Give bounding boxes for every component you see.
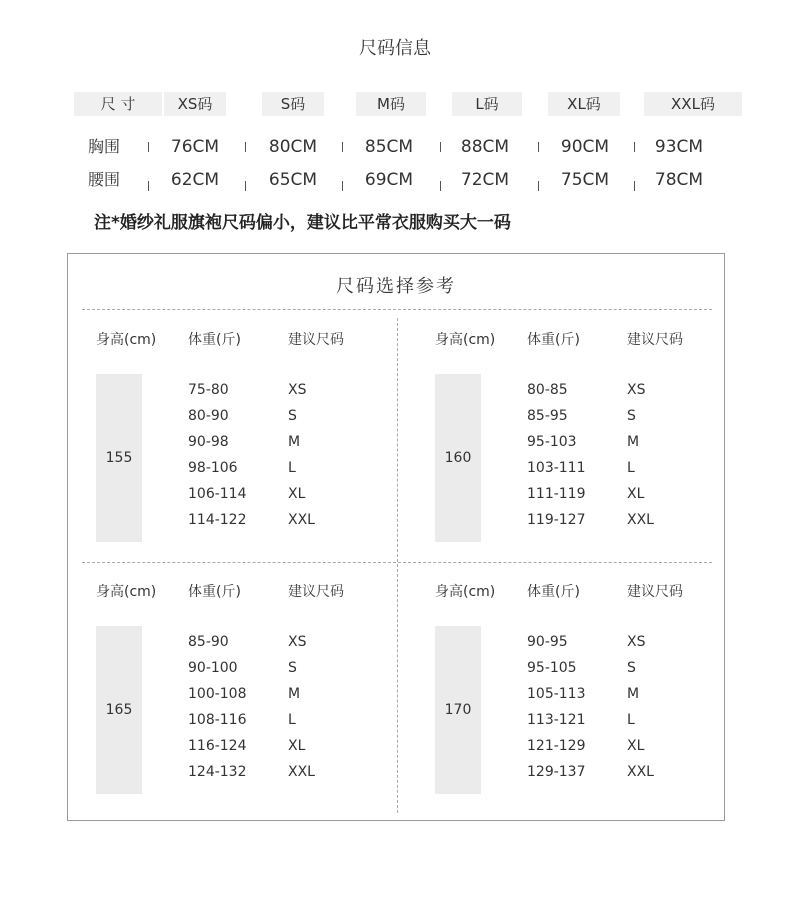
size-column-header: 建议尺码 bbox=[288, 584, 344, 600]
weight-range: 124-132 bbox=[188, 764, 247, 780]
recommended-size: M bbox=[627, 686, 640, 702]
size-column-header: 建议尺码 bbox=[627, 584, 683, 600]
weight-column-header: 体重(斤) bbox=[527, 584, 580, 600]
weight-range: 75-80 bbox=[188, 382, 229, 398]
weight-range: 80-90 bbox=[188, 408, 229, 424]
height-column-header: 身高(cm) bbox=[435, 584, 496, 600]
separator bbox=[148, 142, 149, 152]
weight-range: 85-90 bbox=[188, 634, 229, 650]
height-column-header: 身高(cm) bbox=[96, 332, 157, 348]
weight-range: 98-106 bbox=[188, 460, 238, 476]
height-column-header: 身高(cm) bbox=[435, 332, 496, 348]
size-table-header bbox=[74, 92, 742, 116]
row-label-waist: 腰围 bbox=[88, 170, 121, 189]
recommended-size: XL bbox=[627, 738, 645, 754]
weight-range: 90-95 bbox=[527, 634, 568, 650]
recommended-size: L bbox=[627, 460, 635, 476]
size-guide-title: 尺码选择参考 bbox=[336, 276, 456, 297]
chest-value: 90CM bbox=[560, 137, 610, 157]
recommended-size: M bbox=[288, 434, 301, 450]
separator bbox=[245, 181, 246, 191]
separator bbox=[538, 142, 539, 152]
size-note: 注*婚纱礼服旗袍尺码偏小，建议比平常衣服购买大一码 bbox=[94, 213, 511, 233]
header-cell-s: S码 bbox=[262, 92, 324, 116]
recommended-size: XS bbox=[627, 382, 646, 398]
weight-range: 113-121 bbox=[527, 712, 586, 728]
height-value: 160 bbox=[435, 374, 481, 542]
recommended-size: S bbox=[288, 660, 297, 676]
chest-value: 85CM bbox=[364, 137, 414, 157]
waist-value: 75CM bbox=[560, 170, 610, 190]
weight-range: 129-137 bbox=[527, 764, 586, 780]
weight-range: 90-98 bbox=[188, 434, 229, 450]
separator bbox=[342, 181, 343, 191]
recommended-size: XXL bbox=[627, 764, 654, 780]
weight-range: 116-124 bbox=[188, 738, 247, 754]
recommended-size: M bbox=[288, 686, 301, 702]
weight-range: 100-108 bbox=[188, 686, 247, 702]
weight-range: 95-105 bbox=[527, 660, 577, 676]
recommended-size: XS bbox=[627, 634, 646, 650]
recommended-size: M bbox=[627, 434, 640, 450]
recommended-size: XL bbox=[288, 738, 306, 754]
separator bbox=[342, 142, 343, 152]
recommended-size: L bbox=[288, 712, 296, 728]
weight-range: 103-111 bbox=[527, 460, 586, 476]
weight-range: 119-127 bbox=[527, 512, 586, 528]
recommended-size: XS bbox=[288, 382, 307, 398]
height-value: 155 bbox=[96, 374, 142, 542]
guide-group-155 bbox=[80, 329, 400, 569]
weight-range: 80-85 bbox=[527, 382, 568, 398]
waist-value: 72CM bbox=[460, 170, 510, 190]
weight-range: 108-116 bbox=[188, 712, 247, 728]
guide-group-170 bbox=[419, 581, 739, 821]
page-title: 尺码信息 bbox=[359, 38, 431, 59]
chest-value: 80CM bbox=[268, 137, 318, 157]
header-cell-m: M码 bbox=[356, 92, 426, 116]
header-cell-xs: XS码 bbox=[164, 92, 226, 116]
size-row-waist bbox=[74, 167, 742, 193]
weight-column-header: 体重(斤) bbox=[527, 332, 580, 348]
separator bbox=[538, 181, 539, 191]
row-label-chest: 胸围 bbox=[88, 137, 121, 156]
height-value: 170 bbox=[435, 626, 481, 794]
size-row-chest bbox=[74, 134, 742, 160]
divider bbox=[82, 309, 712, 310]
separator bbox=[148, 181, 149, 191]
weight-range: 106-114 bbox=[188, 486, 247, 502]
recommended-size: XXL bbox=[288, 512, 315, 528]
waist-value: 69CM bbox=[364, 170, 414, 190]
recommended-size: S bbox=[627, 408, 636, 424]
recommended-size: XXL bbox=[288, 764, 315, 780]
waist-value: 78CM bbox=[654, 170, 704, 190]
guide-group-160 bbox=[419, 329, 739, 569]
recommended-size: XL bbox=[627, 486, 645, 502]
weight-range: 121-129 bbox=[527, 738, 586, 754]
weight-range: 90-100 bbox=[188, 660, 238, 676]
weight-column-header: 体重(斤) bbox=[188, 584, 241, 600]
chest-value: 88CM bbox=[460, 137, 510, 157]
separator bbox=[245, 142, 246, 152]
header-cell-xl: XL码 bbox=[548, 92, 620, 116]
chest-value: 76CM bbox=[170, 137, 220, 157]
recommended-size: S bbox=[627, 660, 636, 676]
weight-range: 105-113 bbox=[527, 686, 586, 702]
size-column-header: 建议尺码 bbox=[627, 332, 683, 348]
header-cell-xxl: XXL码 bbox=[644, 92, 742, 116]
recommended-size: L bbox=[627, 712, 635, 728]
recommended-size: S bbox=[288, 408, 297, 424]
size-column-header: 建议尺码 bbox=[288, 332, 344, 348]
guide-group-165 bbox=[80, 581, 400, 821]
weight-range: 114-122 bbox=[188, 512, 247, 528]
header-cell-l: L码 bbox=[452, 92, 522, 116]
weight-range: 95-103 bbox=[527, 434, 577, 450]
chest-value: 93CM bbox=[654, 137, 704, 157]
header-cell-size: 尺 寸 bbox=[74, 92, 162, 116]
height-column-header: 身高(cm) bbox=[96, 584, 157, 600]
height-value: 165 bbox=[96, 626, 142, 794]
recommended-size: XL bbox=[288, 486, 306, 502]
weight-range: 85-95 bbox=[527, 408, 568, 424]
weight-column-header: 体重(斤) bbox=[188, 332, 241, 348]
recommended-size: XXL bbox=[627, 512, 654, 528]
recommended-size: XS bbox=[288, 634, 307, 650]
waist-value: 65CM bbox=[268, 170, 318, 190]
waist-value: 62CM bbox=[170, 170, 220, 190]
recommended-size: L bbox=[288, 460, 296, 476]
weight-range: 111-119 bbox=[527, 486, 586, 502]
